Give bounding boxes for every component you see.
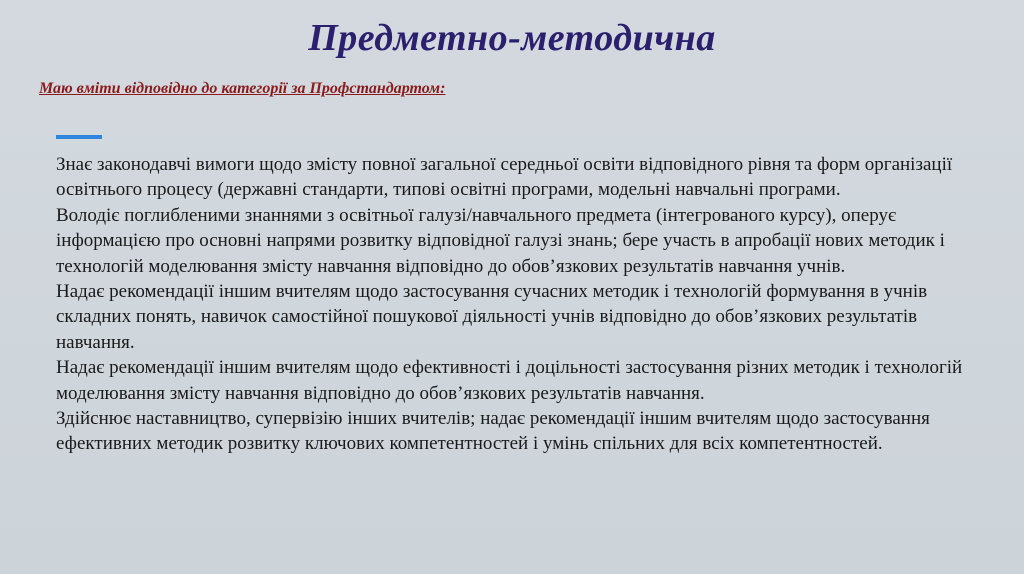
slide-subtitle: Маю вміти відповідно до категорії за Профстандартом: [39, 80, 446, 97]
paragraph-modern-methods: Надає рекомендації іншим вчителям щодо застосування сучасних методик і технологій формування в учнів складних понять, навичок самостійної пошукової діяльності учнів відповідно до обов’язкових результатів навчання. [56, 281, 928, 353]
paragraph-subject-knowledge: Володіє поглибленими знаннями з освітньої галузі/навчального предмета (інтегрованого курсу), оперує інформацією про основні напрями розвитку відповідної галузі знань; бере участь в апробації нових методик і технологій моделювання змісту навчання відповідно до обов’язкових результатів навчання учнів. [56, 204, 945, 277]
paragraph-mentoring: Здійснює наставництво, супервізію інших вчителів; надає рекомендації іншим вчителям щодо застосування ефективних методик розвитку ключових компетентностей і умінь спільних для всіх компетентностей. [56, 408, 930, 455]
paragraph-effectiveness: Надає рекомендації іншим вчителям щодо ефективності і доцільності застосування різних методик і технологій моделювання змісту навчання відповідно до обов’язкових результатів навчання. [56, 357, 963, 404]
accent-bar [56, 135, 102, 139]
slide-title: Предметно-методична [308, 17, 716, 59]
paragraph-legislation: Знає законодавчі вимоги щодо змісту повної загальної середньої освіти відповідного рівня та форм організації освітнього процесу (державні стандарти, типові освітні програми, модельні навчальні програми. [56, 154, 953, 201]
slide-body [56, 152, 996, 457]
